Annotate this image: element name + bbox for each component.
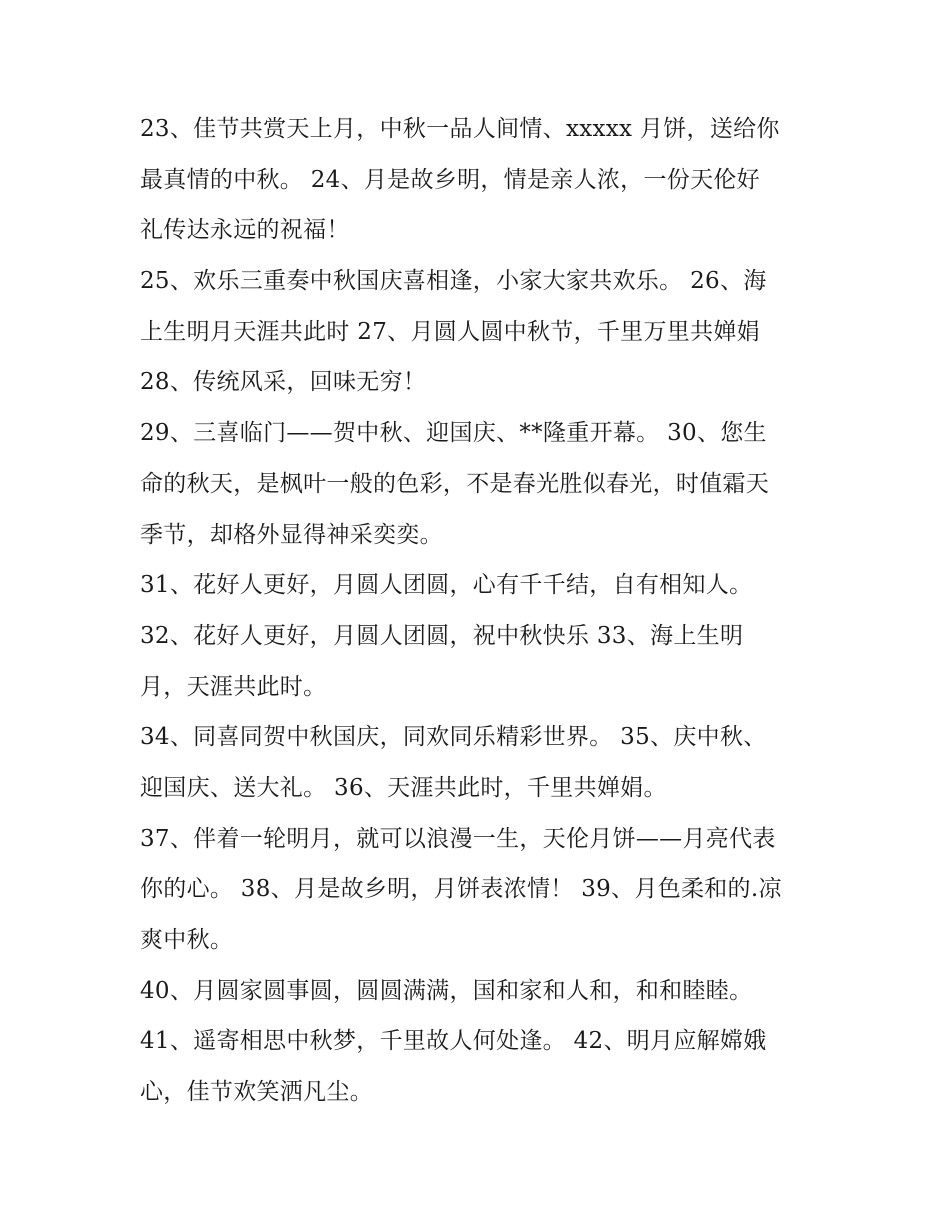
text-line-7: 29、三喜临门——贺中秋、迎国庆、**隆重开幕。 30、您生	[140, 420, 767, 447]
text-line-16: 你的心。 38、月是故乡明，月饼表浓情！ 39、月色柔和的.凉	[140, 876, 782, 903]
text-line-5: 上生明月天涯共此时 27、月圆人圆中秋节，千里万里共婵娟	[140, 318, 760, 345]
text-line-13: 34、同喜同贺中秋国庆，同欢同乐精彩世界。 35、庆中秋、	[140, 724, 767, 751]
text-line-12: 月，天涯共此时。	[140, 673, 327, 700]
text-line-10: 31、花好人更好，月圆人团圆，心有千千结，自有相知人。	[140, 572, 753, 599]
text-line-3: 礼传达永远的祝福！	[140, 217, 350, 244]
text-line-8: 命的秋天，是枫叶一般的色彩，不是春光胜似春光，时值霜天	[140, 470, 770, 497]
text-line-11: 32、花好人更好，月圆人团圆，祝中秋快乐 33、海上生明	[140, 622, 744, 649]
text-line-15: 37、伴着一轮明月，就可以浪漫一生，天伦月饼——月亮代表	[140, 825, 776, 852]
text-line-19: 41、遥寄相思中秋梦，千里故人何处逢。 42、明月应解嫦娥	[140, 1028, 767, 1055]
text-line-6: 28、传统风采，回味无穷！	[140, 369, 427, 396]
text-line-18: 40、月圆家圆事圆，圆圆满满，国和家和人和，和和睦睦。	[140, 977, 753, 1004]
text-line-20: 心，佳节欢笑洒凡尘。	[140, 1079, 373, 1106]
text-line-9: 季节，却格外显得神采奕奕。	[140, 521, 443, 548]
text-line-17: 爽中秋。	[140, 927, 234, 953]
text-line-4: 25、欢乐三重奏中秋国庆喜相逢，小家大家共欢乐。 26、海	[140, 268, 767, 295]
text-line-1: 23、佳节共赏天上月，中秋一品人间情、xxxxx 月饼，送给你	[140, 116, 780, 142]
text-line-14: 迎国庆、送大礼。 36、天涯共此时，千里共婵娟。	[140, 774, 667, 801]
document-body	[140, 104, 820, 1118]
text-line-2: 最真情的中秋。 24、月是故乡明，情是亲人浓，一份天伦好	[140, 166, 760, 193]
